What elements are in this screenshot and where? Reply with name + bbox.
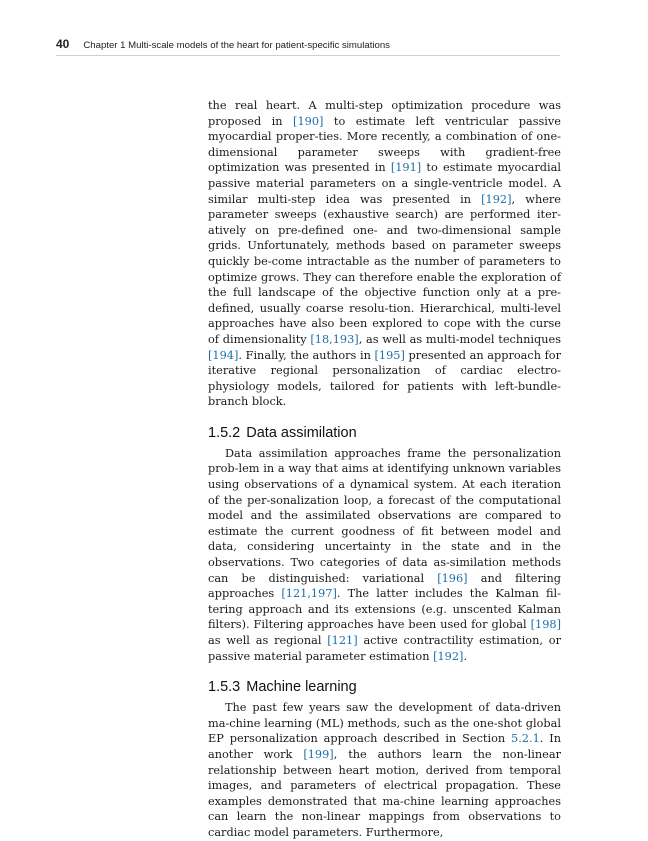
text-run: . In another work xyxy=(208,732,561,761)
page-number: 40 xyxy=(56,37,70,51)
section-heading-machine-learning xyxy=(208,678,561,696)
section-title: Machine learning xyxy=(246,679,357,696)
text-run: as well as regional xyxy=(208,634,328,647)
citation-link[interactable]: [121,197] xyxy=(281,587,337,601)
citation-link[interactable]: [190] xyxy=(293,114,324,128)
citation-link[interactable]: [199] xyxy=(303,747,334,761)
paragraph-data-assimilation xyxy=(208,446,561,664)
text-run: active contractility estimation, or passive material parameter estimation xyxy=(208,634,561,663)
section-heading-data-assimilation xyxy=(208,424,561,442)
text-run: and filtering approaches xyxy=(208,571,561,601)
chapter-title: Chapter 1 Multi-scale models of the heart for patient-specific simulations xyxy=(83,40,390,51)
section-reference-link[interactable]: 5.2.1 xyxy=(511,732,540,746)
text-run: , the authors learn the non-linear relationship between heart motion, derived from temporal images, and parameters of electrical propagation. These examples demonstrated that ma-chine learning approaches can learn the non-linear mappings from observations to cardiac model parameters. Furthermore, xyxy=(208,747,561,839)
citation-link[interactable]: [192] xyxy=(433,649,464,663)
text-run: . Finally, the authors in xyxy=(238,348,375,362)
citation-link[interactable]: [191] xyxy=(390,161,422,175)
text-run: Data assimilation approaches frame the personalization prob-lem in a way that aims at identifying unknown variables using observations of a dynamical system. At each iteration of the per-sonalization loop, a forecast of the computational model and the assimilated observations are compared to estimate the current goodness of fit between model and data, considering uncertainty in the state and in the observations. Two categories of data as-similation methods can be distinguished: variational xyxy=(208,446,561,585)
citation-link[interactable]: [198] xyxy=(530,618,561,632)
paragraph-machine-learning xyxy=(208,700,561,840)
citation-link[interactable]: [192] xyxy=(481,192,512,206)
text-run: to estimate left ventricular passive myocardial proper-ties. More recently, a combination of one-dimensional parameter sweeps with gradient-free optimization was presented in xyxy=(208,114,561,175)
citation-link[interactable]: [121] xyxy=(327,634,358,647)
running-header xyxy=(56,37,560,56)
body-text-column xyxy=(208,98,561,841)
citation-link[interactable]: [195] xyxy=(374,348,405,362)
paragraph-optimization xyxy=(208,98,561,410)
citation-link[interactable]: [194] xyxy=(208,348,239,362)
text-run: . The latter includes the Kalman fil-tering approach and its extensions (e.g. unscented Kalman filters). Filtering approaches have been used for global xyxy=(208,587,561,632)
text-run: . xyxy=(463,649,468,663)
section-title: Data assimilation xyxy=(246,424,357,441)
citation-link[interactable]: [18,193] xyxy=(310,332,359,346)
section-number: 1.5.3 xyxy=(208,679,241,696)
citation-link[interactable]: [196] xyxy=(437,571,468,585)
text-run: presented an approach for iterative regional personalization of cardiac electro-physiology models, tailored for patients with left-bundle-branch block. xyxy=(208,348,562,409)
text-run: to estimate myocardial passive material parameters on a single-ventricle model. A similar multi-step idea was presented in xyxy=(208,161,561,206)
text-run: , where parameter sweeps (exhaustive search) are performed iter-atively on pre-defined one- and two-dimensional sample grids. Unfortunately, methods based on parameter sweeps quickly be-come intractable as the number of parameters to optimize grows. They can therefore enable the exploration of the full landscape of the objective function only at a pre-defined, usually coarse resolu-tion. Hierarchical, multi-level approaches have also been explored to cope with the curse of dimensionality xyxy=(208,192,561,346)
text-run: The past few years saw the development of data-driven ma-chine learning (ML) methods, such as the one-shot global EP personalization approach described in Section xyxy=(208,701,561,746)
text-run: the real heart. A multi-step optimization procedure was proposed in xyxy=(208,99,561,128)
section-number: 1.5.2 xyxy=(208,424,241,441)
text-run: , as well as multi-model techniques xyxy=(358,332,562,346)
